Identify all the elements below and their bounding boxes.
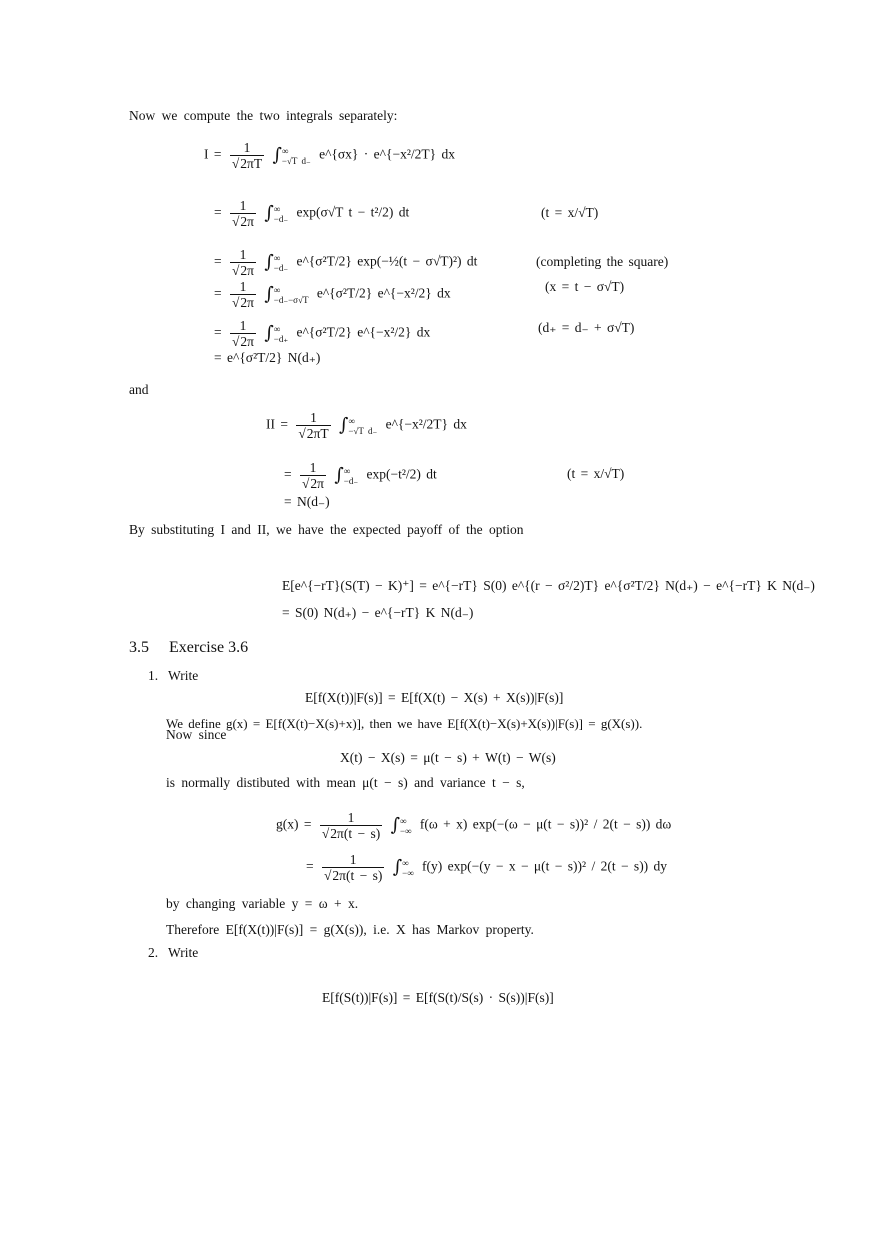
integral-sign: ∫ xyxy=(272,144,282,166)
item-1-marker: 1. xyxy=(148,668,159,683)
integral-limits: ∞ −d₋ xyxy=(343,465,359,486)
integral-sign: ∫ xyxy=(392,856,403,878)
integral-I-line-3: = $\frac{1}{√2\pi}$ ∫∞ −d₋ e^{σ²T/2} exp(−½(t − σ√T)²) dt xyxy=(214,247,478,278)
integral-sign: ∫ xyxy=(264,283,274,305)
integral-limits: ∞ −√T d₋ xyxy=(348,415,378,436)
integral-sign: ∫ xyxy=(338,414,349,436)
item-1-normal-text: is normally distibuted with mean μ(t − s) and variance t − s, xyxy=(166,775,525,790)
and-text: and xyxy=(129,382,149,397)
equation-rhs: exp(σ√T t − t²/2) dt xyxy=(296,204,410,220)
item-1-therefore-text: Therefore E[f(X(t))|F(s)] = g(X(s)), i.e. X has Markov property. xyxy=(166,922,534,937)
section-title: Exercise 3.6 xyxy=(169,639,249,656)
payoff-line-1: E[e^{−rT}(S(T) − K)⁺] = e^{−rT} S(0) e^{(r − σ²/2)T} e^{σ²T/2} N(d₊) − e^{−rT} K N(d₋) xyxy=(282,578,815,593)
intro-text: Now we compute the two integrals separately: xyxy=(129,108,398,123)
integral-sign: ∫ xyxy=(264,322,274,344)
integral-limits: ∞ −√T d₋ xyxy=(281,145,311,166)
integral-limits: ∞ −d₋ xyxy=(273,252,289,273)
integral-limits: ∞ −d₋−σ√T xyxy=(273,284,309,305)
fraction: $\frac{1}{√2\pi}$ xyxy=(232,247,254,278)
fraction: $\frac{1}{√2\pi}$ xyxy=(232,279,254,310)
integral-limits: ∞ −d₋ xyxy=(273,203,289,224)
fraction: $\frac{1}{√2\pi}$ xyxy=(232,198,254,229)
fraction: $\frac{1}{√2\pi(t - s)}$ xyxy=(324,852,383,883)
integral-I-line-2: = $\frac{1}{√2\pi}$ ∫∞ −d₋ exp(σ√T t − t²/2) dt xyxy=(214,198,410,229)
section-number: 3.5 xyxy=(129,639,149,656)
item-1-changing-text: by changing variable y = ω + x. xyxy=(166,896,359,911)
item-2-lead: Write xyxy=(168,945,199,960)
equation-rhs: f(ω + x) exp(−(ω − μ(t − s))² / 2(t − s)) dω xyxy=(419,816,672,832)
integral-sign: ∫ xyxy=(390,814,400,836)
equation-rhs: e^{σ²T/2} N(d₊) xyxy=(227,350,321,365)
integral-sign: ∫ xyxy=(334,464,344,486)
section-heading xyxy=(129,638,248,658)
note-completing-square: (completing the square) xyxy=(536,254,669,269)
integral-II-label: II = xyxy=(266,416,288,432)
g-label: g(x) = xyxy=(276,816,312,832)
substituting-text: By substituting I and II, we have the expected payoff of the option xyxy=(129,522,524,537)
equation-rhs: f(y) exp(−(y − x − μ(t − s))² / 2(t − s)) dy xyxy=(422,858,668,874)
equation-rhs: e^{σ²T/2} e^{−x²/2} dx xyxy=(316,285,451,301)
integral-II-line-2: = $\frac{1}{√2\pi}$ ∫∞ −d₋ exp(−t²/2) dt xyxy=(284,460,437,491)
integral-I-label: I = xyxy=(204,146,222,162)
integral-limits: ∞ −d₊ xyxy=(273,323,289,344)
item-1-lead: Write xyxy=(168,668,199,683)
equation-rhs: e^{σ²T/2} exp(−½(t − σ√T)²) dt xyxy=(296,253,478,269)
fraction: $\frac{1}{√2\pi T}$ xyxy=(231,140,263,171)
integral-limits: ∞ −∞ xyxy=(399,815,412,836)
item-1-now-since: Now since xyxy=(166,727,227,742)
note-substitution: (t = x/√T) xyxy=(541,205,599,220)
fraction: $\frac{1}{√2\pi(t - s)}$ xyxy=(321,810,381,841)
integral-limits: ∞ −∞ xyxy=(402,857,414,878)
item-1-define-text: We define g(x) = E[f(X(t)−X(s)+x)], then we have E[f(X(t)−X(s)+X(s))|F(s)] = g(X(s)). xyxy=(166,716,643,731)
integral-II-line-1 xyxy=(266,410,467,441)
item-2-equation-1: E[f(S(t))|F(s)] = E[f(S(t)/S(s) · S(s))|F(s)] xyxy=(322,990,554,1005)
integral-I-line-4: = $\frac{1}{√2\pi}$ ∫∞ −d₋−σ√T e^{σ²T/2} e^{−x²/2} dx xyxy=(214,279,451,310)
equation-rhs: e^{σ²T/2} e^{−x²/2} dx xyxy=(296,324,431,340)
note-substitution-II: (t = x/√T) xyxy=(567,466,625,481)
fraction: $\frac{1}{√2\pi}$ xyxy=(232,318,254,349)
equation-rhs: exp(−t²/2) dt xyxy=(366,466,437,482)
g-definition-line-2: = $\frac{1}{√2\pi(t - s)}$ ∫∞ −∞ f(y) exp(−(y − x − μ(t − s))² / 2(t − s)) dy xyxy=(306,852,668,883)
note-shift: (x = t − σ√T) xyxy=(545,279,625,294)
item-1-equation-2: X(t) − X(s) = μ(t − s) + W(t) − W(s) xyxy=(340,750,556,765)
integral-I-line-5: = $\frac{1}{√2\pi}$ ∫∞ −d₊ e^{σ²T/2} e^{−x²/2} dx xyxy=(214,318,431,349)
fraction: $\frac{1}{√2\pi T}$ xyxy=(298,410,329,441)
integral-sign: ∫ xyxy=(264,202,274,224)
payoff-line-2: = S(0) N(d₊) − e^{−rT} K N(d₋) xyxy=(282,605,474,620)
g-definition-line-1 xyxy=(276,810,671,841)
note-d-plus: (d₊ = d₋ + σ√T) xyxy=(538,320,635,335)
equation-rhs: e^{−x²/2T} dx xyxy=(385,416,467,432)
item-1-equation-1: E[f(X(t))|F(s)] = E[f(X(t) − X(s) + X(s))|F(s)] xyxy=(305,690,564,705)
fraction: $\frac{1}{√2\pi}$ xyxy=(302,460,324,491)
integral-I-line-1 xyxy=(204,140,455,171)
integral-I-line-6: = e^{σ²T/2} N(d₊) xyxy=(214,350,321,365)
equation-rhs: e^{σx} · e^{−x²/2T} dx xyxy=(319,146,455,162)
integral-II-line-3: = N(d₋) xyxy=(284,494,330,509)
equation-rhs: N(d₋) xyxy=(297,494,330,509)
integral-sign: ∫ xyxy=(264,251,274,273)
item-2-marker: 2. xyxy=(148,945,159,960)
